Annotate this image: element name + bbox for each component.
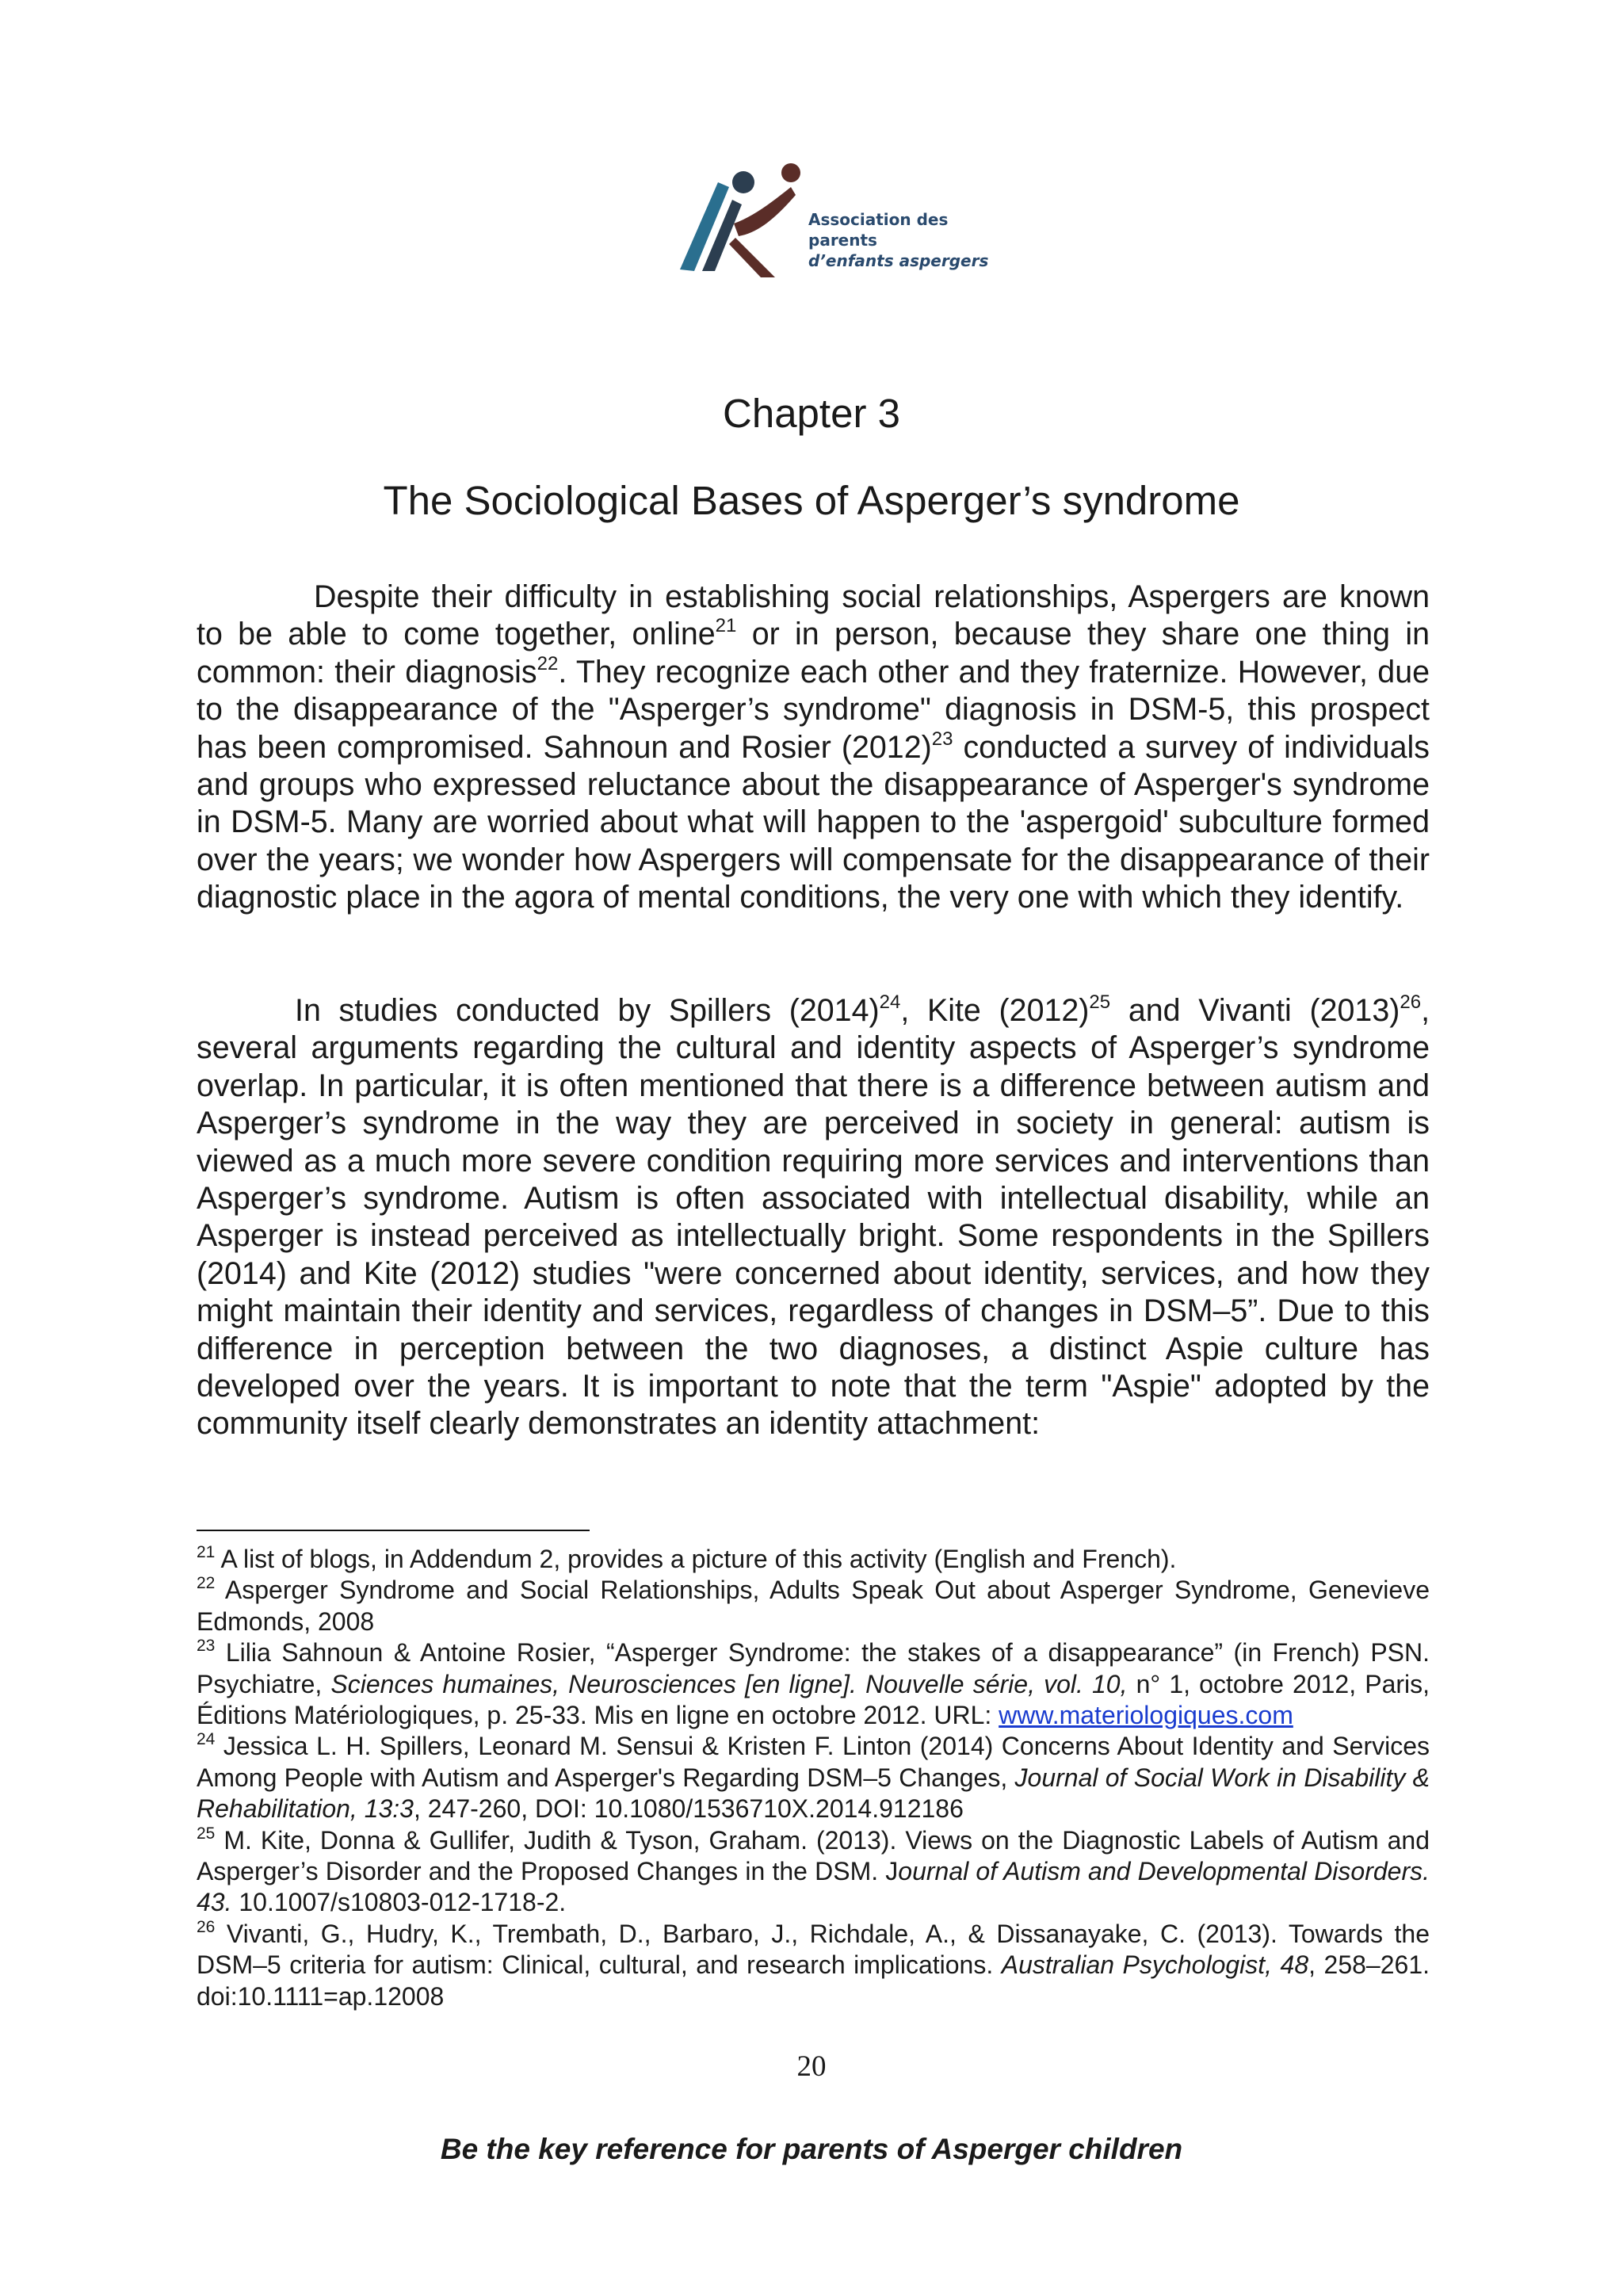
footnote-italic-text: ournal of Autism and Developmental Disorders. 43. bbox=[197, 1857, 1430, 1917]
footnote-number: 24 bbox=[197, 1730, 216, 1749]
association-logo bbox=[656, 151, 989, 284]
chapter-title: Chapter 3 bbox=[723, 391, 900, 436]
footnote-separator bbox=[197, 1530, 590, 1531]
footnote-26 bbox=[197, 1919, 1430, 2012]
footnote-text: Asperger Syndrome and Social Relationships, Adults Speak Out about Asperger Syndrome, Genevieve Edmonds, 2008 bbox=[197, 1576, 1430, 1636]
logo-line-2: d’enfants aspergers bbox=[808, 251, 989, 270]
logo-text bbox=[808, 209, 999, 271]
footnote-22 bbox=[197, 1575, 1430, 1637]
footnote-text: 10.1007/s10803-012-1718-2. bbox=[231, 1888, 567, 1917]
para2-text-2: , Kite (2012) bbox=[900, 993, 1090, 1028]
footnote-23 bbox=[197, 1637, 1430, 1731]
footnote-number: 21 bbox=[197, 1543, 216, 1561]
footer-tagline: Be the key reference for parents of Asperger children bbox=[440, 2133, 1183, 2165]
footnote-ref-23[interactable]: 23 bbox=[931, 728, 953, 750]
footnote-text: A list of blogs, in Addendum 2, provides a picture of this activity (English and French). bbox=[215, 1545, 1177, 1573]
footnote-ref-22[interactable]: 22 bbox=[537, 652, 559, 674]
footnote-italic-text: Sciences humaines, Neurosciences [en ligne]. Nouvelle série, vol. 10, bbox=[330, 1669, 1128, 1698]
footnote-text: Lilia Sahnoun & Antoine Rosier, “Asperger Syndrome: the stakes of a disappearance” (in French) PSN. Psychiatre, bbox=[197, 1638, 1430, 1698]
para2-text-3: and Vivanti (2013) bbox=[1110, 993, 1400, 1028]
footnote-number: 25 bbox=[197, 1824, 216, 1843]
body-paragraph-1 bbox=[197, 579, 1430, 917]
footnote-text: Vivanti, G., Hudry, K., Trembath, D., Barbaro, J., Richdale, A., & Dissanayake, C. (2013). Towards the DSM–5 criteria for autism: Clinical, cultural, and research implications. bbox=[197, 1919, 1430, 1980]
footnote-number: 26 bbox=[197, 1917, 216, 1936]
footnote-ref-21[interactable]: 21 bbox=[715, 615, 737, 637]
footnote-ref-26[interactable]: 26 bbox=[1400, 991, 1422, 1013]
footnote-number: 22 bbox=[197, 1574, 216, 1593]
footnote-21 bbox=[197, 1544, 1430, 1575]
footnote-ref-25[interactable]: 25 bbox=[1089, 991, 1111, 1013]
footnote-italic-text: Journal of Social Work in Disability & Rehabilitation, 13:3 bbox=[197, 1763, 1430, 1824]
footnote-text: , 247-260, DOI: 10.1080/1536710X.2014.912186 bbox=[413, 1794, 964, 1824]
footnote-text: Jessica L. H. Spillers, Leonard M. Sensui & Kristen F. Linton (2014) Concerns About Identity and Services Among People with Autism and Asperger's Regarding DSM–5 Changes, bbox=[197, 1732, 1430, 1792]
footnote-25 bbox=[197, 1825, 1430, 1919]
logo-mark-icon bbox=[656, 151, 815, 284]
para1-text-4: conducted a survey of individuals and groups who expressed reluctance about the disappearance of Asperger's syndrome in DSM-5. Many are worried about what will happen to the 'aspergoid' subculture formed over the years; we wonder how Aspergers will compensate for the disappearance of their diagnostic place in the agora of mental conditions, the very one with which they identify. bbox=[197, 729, 1430, 915]
page-number: 20 bbox=[796, 2050, 827, 2083]
body-paragraph-2 bbox=[197, 992, 1430, 1443]
para1-text-2: or in person, because they share one thing in common: their diagnosis bbox=[197, 617, 1430, 690]
footnote-text: M. Kite, Donna & Gullifer, Judith & Tyson, Graham. (2013). Views on the Diagnostic Labels of Autism and Asperger’s Disorder and the Proposed Changes in the DSM. J bbox=[197, 1825, 1430, 1886]
chapter-subtitle: The Sociological Bases of Asperger’s syndrome bbox=[383, 478, 1240, 523]
footnotes bbox=[197, 1544, 1430, 2012]
footnote-text: , 258–261. doi:10.1111=ap.12008 bbox=[197, 1950, 1430, 2011]
footnote-text: n° 1, octobre 2012, Paris, Éditions Matériologiques, p. 25-33. Mis en ligne en octobre 2012. URL: bbox=[197, 1669, 1430, 1730]
materiologiques-link[interactable]: www.materiologiques.com bbox=[999, 1701, 1293, 1730]
footnote-ref-24[interactable]: 24 bbox=[879, 991, 901, 1013]
footnote-number: 23 bbox=[197, 1637, 216, 1656]
logo-line-1: Association des parents bbox=[808, 210, 949, 250]
para2-text-1: In studies conducted by Spillers (2014) bbox=[295, 993, 880, 1028]
footnote-italic-text: Australian Psychologist, 48 bbox=[1001, 1950, 1309, 1980]
para1-text-1: Despite their difficulty in establishing social relationships, Aspergers are known to be able to come together, online bbox=[197, 579, 1430, 652]
para2-text-4: , several arguments regarding the cultural and identity aspects of Asperger’s syndrome overlap. In particular, it is often mentioned that there is a difference between autism and Asperger’s syndrome in the way they are perceived in society in general: autism is viewed as a much more severe condition requiring more services and interventions than Asperger’s syndrome. Autism is often associated with intellectual disability, while an Asperger is instead perceived as intellectually bright. Some respondents in the Spillers (2014) and Kite (2012) studies "were concerned about identity, services, and how they might maintain their identity and services, regardless of changes in DSM–5”. Due to this difference in perception between the two diagnoses, a distinct Aspie culture has developed over the years. It is important to note that the term "Aspie" adopted by the community itself clearly demonstrates an identity attachment: bbox=[197, 993, 1430, 1442]
para1-text-3: . They recognize each other and they fraternize. However, due to the disappearance of the "Asperger’s syndrome" diagnosis in DSM-5, this prospect has been compromised. Sahnoun and Rosier (2012) bbox=[197, 654, 1430, 765]
footnote-24 bbox=[197, 1731, 1430, 1824]
